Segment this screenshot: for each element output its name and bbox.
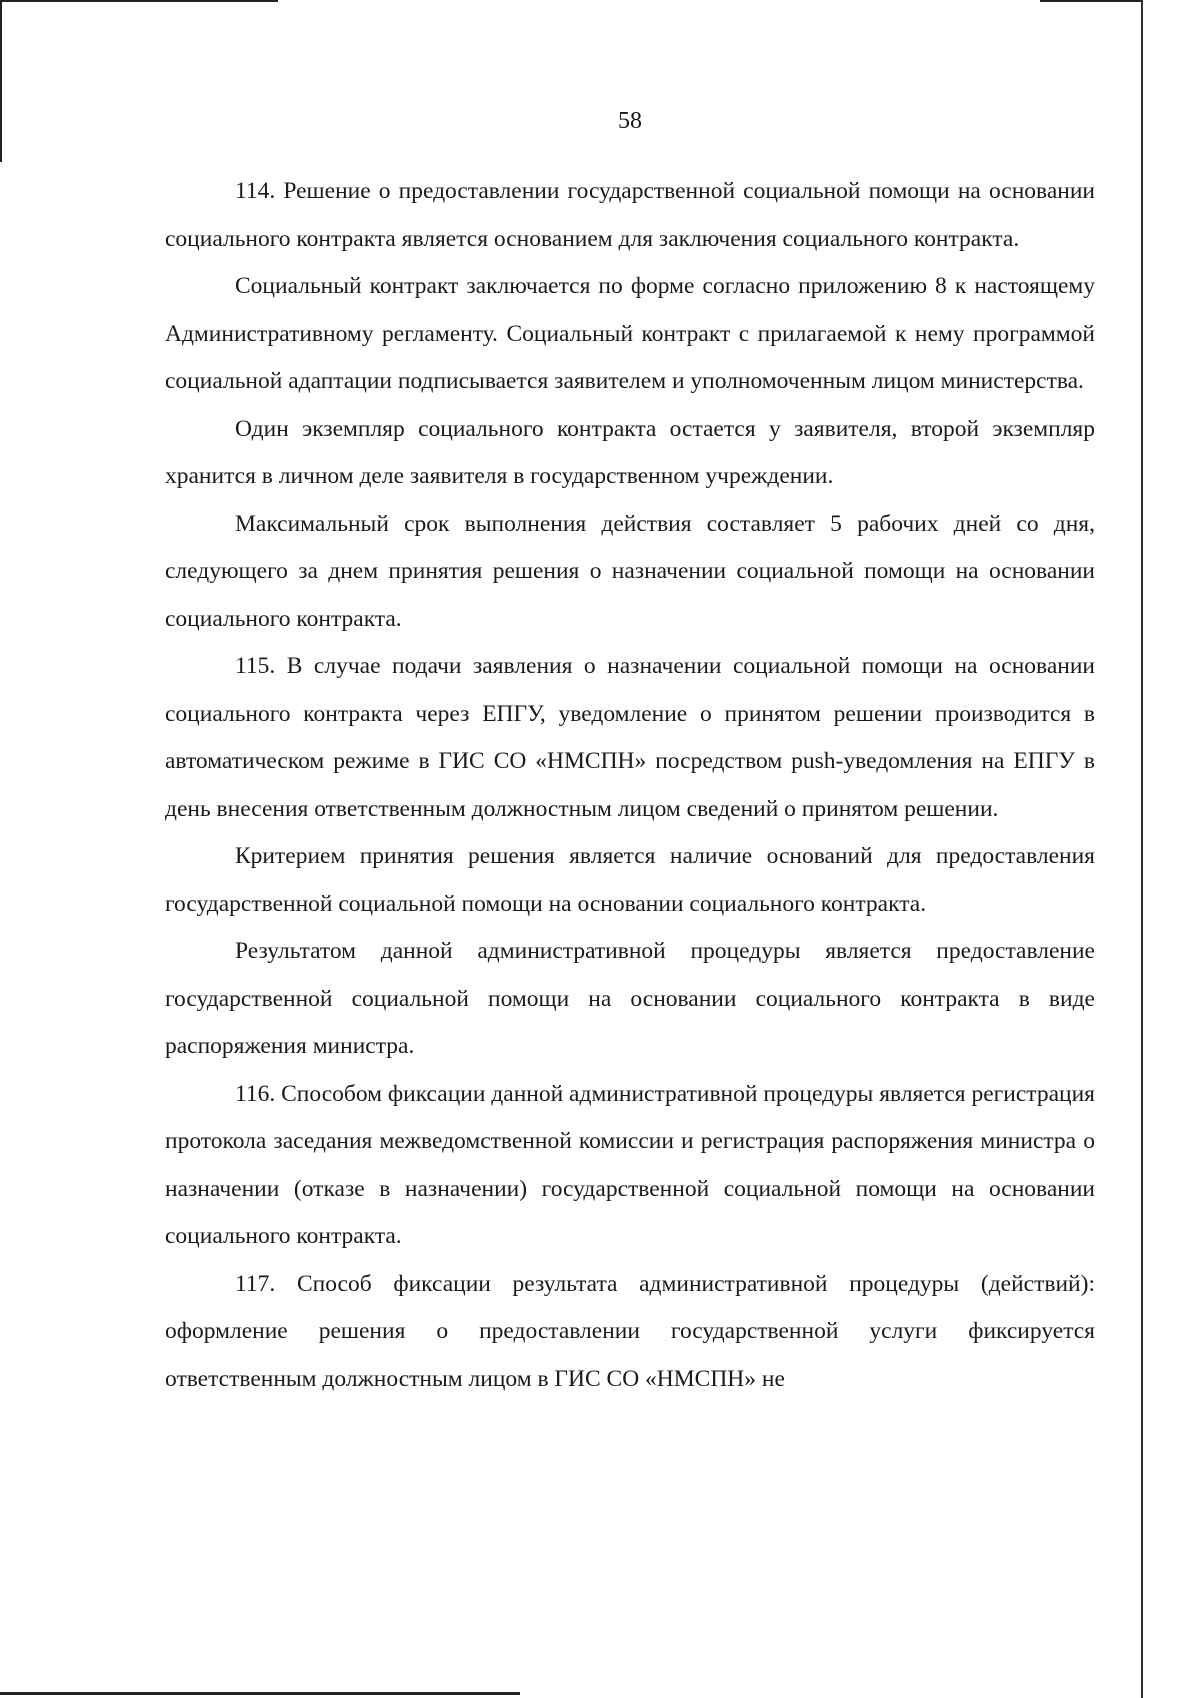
document-body	[165, 168, 1095, 1403]
paragraph-result: Результатом данной административной процедуры является предоставление государственной социальной помощи на основании социального контракта в виде распоряжения министра.	[165, 938, 1095, 1059]
paragraph-116: 116. Способом фиксации данной административной процедуры является регистрация протокола заседания межведомственной комиссии и регистрация распоряжения министра о назначении (отказе в назначении) государственной социальной помощи на основании социального контракта.	[165, 1080, 1095, 1249]
paragraph-117: 117. Способ фиксации результата административной процедуры (действий): оформление решения о предоставлении государственной услуги фиксируется ответственным должностным лицом в ГИС СО «НМСПН» не	[165, 1270, 1095, 1392]
paragraph-max-term: Максимальный срок выполнения действия составляет 5 рабочих дней со дня, следующего за днем принятия решения о назначении социальной помощи на основании социального контракта.	[165, 510, 1095, 632]
scan-edge-top-left	[0, 0, 278, 2]
page-number: 58	[618, 108, 642, 134]
paragraph-copies: Один экземпляр социального контракта остается у заявителя, второй экземпляр хранится в личном деле заявителя в государственном учреждении.	[165, 415, 1095, 489]
paragraph-criterion: Критерием принятия решения является наличие оснований для предоставления государственной социальной помощи на основании социального контракта.	[165, 843, 1095, 917]
paragraph-social-contract-form: Социальный контракт заключается по форме согласно приложению 8 к настоящему Административному регламенту. Социальный контракт с прилагаемой к нему программой социальной адаптации подписывается заявителем и уполномоченным лицом министерства.	[165, 273, 1095, 394]
scan-edge-left	[0, 0, 2, 162]
scan-edge-bottom-left	[0, 1692, 520, 1695]
paragraph-114: 114. Решение о предоставлении государственной социальной помощи на основании социального контракта является основанием для заключения социального контракта.	[165, 178, 1095, 252]
scan-margin-right	[1143, 0, 1200, 1698]
paragraph-115: 115. В случае подачи заявления о назначении социальной помощи на основании социального контракта через ЕПГУ, уведомление о принятом решении производится в автоматическом режиме в ГИС СО «НМСПН» посредством push-уведомления на ЕПГУ в день внесения ответственным должностным лицом сведений о принятом решении.	[165, 653, 1095, 822]
